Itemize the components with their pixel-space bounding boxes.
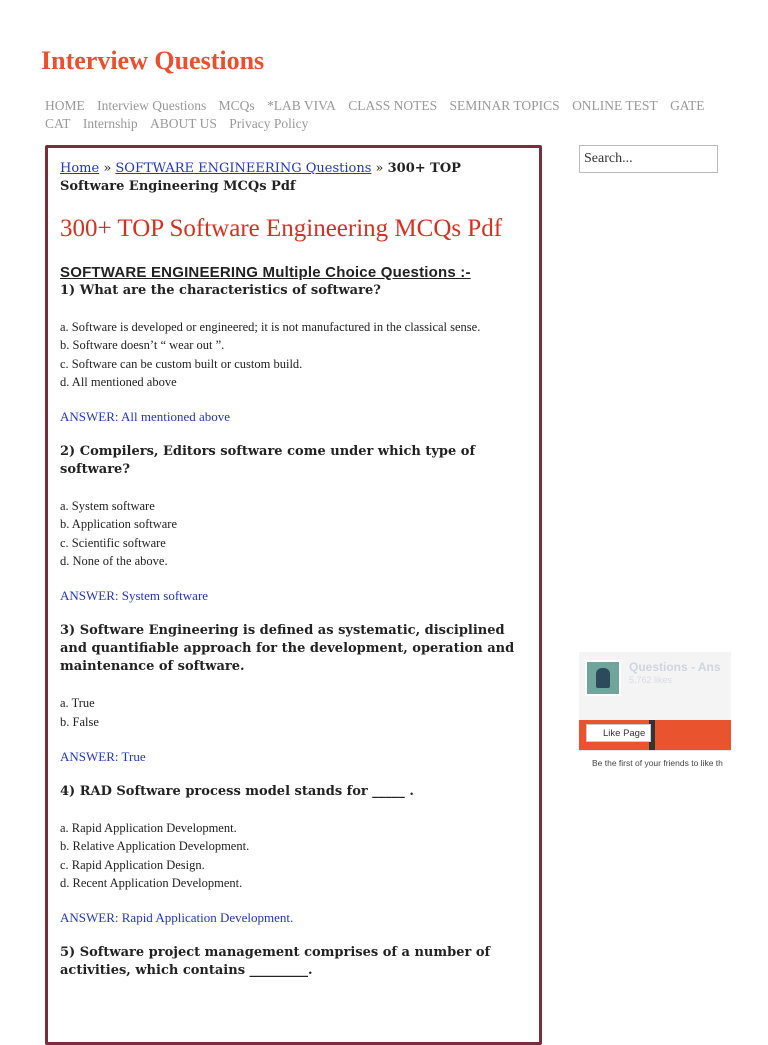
nav-item-class-notes[interactable]: CLASS NOTES [348,98,438,113]
fb-like-count: 5,762 likes [629,675,673,685]
question-block-2 [60,443,527,604]
search-input[interactable]: Search... [579,145,718,173]
option: a. Rapid Application Development. [60,820,237,835]
option: c. Rapid Application Design. [60,857,205,872]
option: c. Scientific software [60,535,166,550]
nav-item-privacy-policy[interactable]: Privacy Policy [229,116,309,131]
site-title[interactable]: Interview Questions [41,46,265,75]
option: d. All mentioned above [60,374,177,389]
answer-text: ANSWER: System software [60,588,209,604]
option: c. Software can be custom built or custom build. [60,356,303,371]
nav-item-lab-viva[interactable]: *LAB VIVA [267,98,336,113]
breadcrumb-separator: » [99,161,116,176]
nav-item-internship[interactable]: Internship [82,116,138,131]
article-panel [45,145,542,1045]
question-options [60,694,527,731]
fb-page-avatar[interactable] [585,660,621,696]
breadcrumb-current: 300+ TOP Software Engineering MCQs Pdf [60,161,461,194]
person-icon [596,668,610,688]
nav-item-seminar-topics[interactable]: SEMINAR TOPICS [449,98,560,113]
nav-item-home[interactable]: HOME [45,98,85,113]
option: d. None of the above. [60,554,168,569]
fb-page-name[interactable]: Questions - Ans [629,660,721,674]
question-options [60,318,527,391]
option: d. Recent Application Development. [60,875,243,890]
article-subheading: SOFTWARE ENGINEERING Multiple Choice Questions :- [60,264,471,281]
option: b. Relative Application Development. [60,839,250,854]
breadcrumb-separator: » [371,161,388,176]
option: b. Application software [60,517,177,532]
fb-footer-text: Be the first of your friends to like th [592,758,723,768]
question-options [60,497,527,570]
fb-like-page-button[interactable]: Like Page [586,724,651,742]
nav-item-about-us[interactable]: ABOUT US [150,116,217,131]
option: a. System software [60,499,155,514]
question-text: 2) Compilers, Editors software come under which type of software? [60,444,476,478]
question-text: 4) RAD Software process model stands for _____ . [60,783,414,799]
article-title: 300+ TOP Software Engineering MCQs Pdf [60,215,503,242]
option: b. False [60,714,99,729]
facebook-page-widget [579,652,731,784]
question-text: 1) What are the characteristics of software? [60,283,381,298]
answer-text: ANSWER: All mentioned above [60,409,231,425]
breadcrumb-section-link[interactable]: SOFTWARE ENGINEERING Questions [115,161,372,176]
nav-item-gate[interactable]: GATE [670,98,705,113]
question-text: 5) Software project management comprises of a number of activities, which contains _________. [60,945,491,979]
nav-item-interview-questions[interactable]: Interview Questions [97,98,207,113]
answer-text: ANSWER: Rapid Application Development. [60,910,294,926]
option: a. True [60,696,95,711]
question-block-5 [60,944,527,980]
answer-text: ANSWER: True [60,748,146,764]
nav-item-online-test[interactable]: ONLINE TEST [572,98,658,113]
fb-footer [579,750,731,783]
question-block-4 [60,783,527,926]
breadcrumb [60,160,527,196]
main-nav [45,97,725,133]
nav-item-cat[interactable]: CAT [45,116,71,131]
option: b. Software doesn’t “ wear out ”. [60,338,225,353]
breadcrumb-home-link[interactable]: Home [60,161,100,176]
question-options [60,819,527,892]
nav-item-mcqs[interactable]: MCQs [218,98,255,113]
question-block-3 [60,622,527,765]
question-block-1 [60,282,527,425]
option: a. Software is developed or engineered; it is not manufactured in the classical sense. [60,320,481,334]
question-text: 3) Software Engineering is defined as systematic, disciplined and quantifiable approach for the development, operation and maintenance of software. [60,623,515,675]
